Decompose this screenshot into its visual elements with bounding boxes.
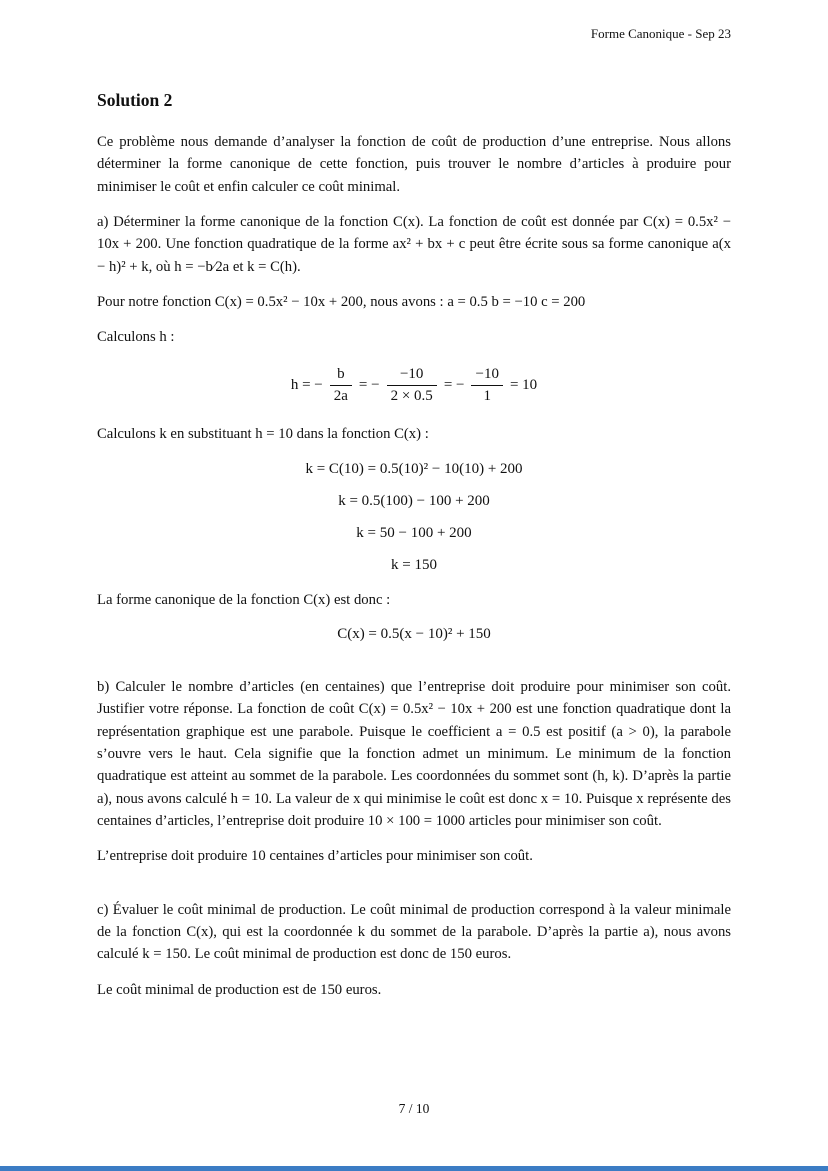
section-spacer: [97, 881, 731, 899]
fraction-denominator: 2a: [333, 387, 348, 404]
equation-canonical: C(x) = 0.5(x − 10)² + 150: [337, 625, 491, 642]
page-content: [97, 90, 731, 1014]
fraction-numerator: −10: [471, 365, 502, 386]
fraction-denominator: 1: [483, 387, 491, 404]
header-title: Forme Canonique - Sep 23: [590, 26, 731, 41]
eq-term: = −: [358, 376, 380, 393]
equation-k-step-3: k = 50 − 100 + 200: [356, 524, 472, 541]
eq-term: = −: [443, 376, 465, 393]
page-number: 7 / 10: [398, 1101, 430, 1116]
equation-k-step-1: k = C(10) = 0.5(10)² − 10(10) + 200: [305, 460, 523, 477]
page-bottom-edge: [0, 1166, 828, 1171]
part-a-paragraph: a) Déterminer la forme canonique de la fonction C(x). La fonction de coût est donnée par C(x) = 0.5x² − 10x + 200. Une fonction quadratique de la forme ax² + bx + c peut être écrite sous sa forme canonique a(x − h)² + k, où h = −b⁄2a et k = C(h).: [97, 214, 731, 275]
page-footer: [0, 1101, 828, 1117]
page-header: [591, 26, 731, 42]
calc-h-label: Calculons h :: [97, 329, 175, 346]
fraction-numerator: −10: [387, 365, 437, 386]
eq-term: = 10: [509, 376, 538, 393]
fraction-neg10-over-1: [387, 365, 437, 406]
part-c-conclusion: Le coût minimal de production est de 150 euros.: [97, 981, 382, 998]
equation-h: [97, 365, 731, 406]
fraction-denominator: 2 × 0.5: [390, 387, 433, 404]
equation-k-step-4: k = 150: [391, 556, 437, 573]
fraction-b-over-2a: [330, 365, 352, 406]
fraction-numerator: b: [330, 365, 352, 386]
calc-k-label: Calculons k en substituant h = 10 dans la fonction C(x) :: [97, 426, 429, 443]
equation-k-step-2: k = 0.5(100) − 100 + 200: [338, 492, 490, 509]
part-a-values-paragraph: Pour notre fonction C(x) = 0.5x² − 10x + 200, nous avons : a = 0.5 b = −10 c = 200: [97, 294, 586, 311]
eq-term: h = −: [290, 376, 323, 393]
solution-heading: Solution 2: [97, 90, 173, 110]
part-b-conclusion: L’entreprise doit produire 10 centaines d’articles pour minimiser son coût.: [97, 848, 533, 865]
part-c-paragraph: c) Évaluer le coût minimal de production. Le coût minimal de production correspond à la valeur minimale de la fonction C(x), qui est la coordonnée k du sommet de la parabole. D’après la partie a), nous avons calculé k = 150. Le coût minimal de production est donc de 150 euros.: [97, 901, 731, 963]
fraction-neg10-over-one: [471, 365, 502, 406]
canonical-form-label: La forme canonique de la fonction C(x) est donc :: [97, 591, 391, 608]
equation-h-row: [291, 365, 537, 406]
part-b-paragraph: b) Calculer le nombre d’articles (en centaines) que l’entreprise doit produire pour minimiser son coût. Justifier votre réponse. La fonction de coût C(x) = 0.5x² − 10x + 200 est une fonction quadratique dont la représentation graphique est une parabole. Puisque le coefficient a = 0.5 est positif (a > 0), la parabole s’ouvre vers le haut. Cela signifie que la fonction admet un minimum. Le minimum de la fonction quadratique est atteint au sommet de la parabole. Les coordonnées du sommet sont (h, k). D’après la partie a), nous avons calculé h = 10. La valeur de x qui minimise le coût est donc x = 10. Puisque x représente des centaines d’articles, l’entreprise doit produire 10 × 100 = 1000 articles pour minimiser son coût.: [97, 678, 731, 829]
intro-paragraph: Ce problème nous demande d’analyser la fonction de coût de production d’une entreprise. Nous allons déterminer la forme canonique de cette fonction, puis trouver le nombre d’articles à produire pour minimiser le coût et enfin calculer ce coût minimal.: [97, 134, 731, 195]
section-spacer: [97, 658, 731, 676]
